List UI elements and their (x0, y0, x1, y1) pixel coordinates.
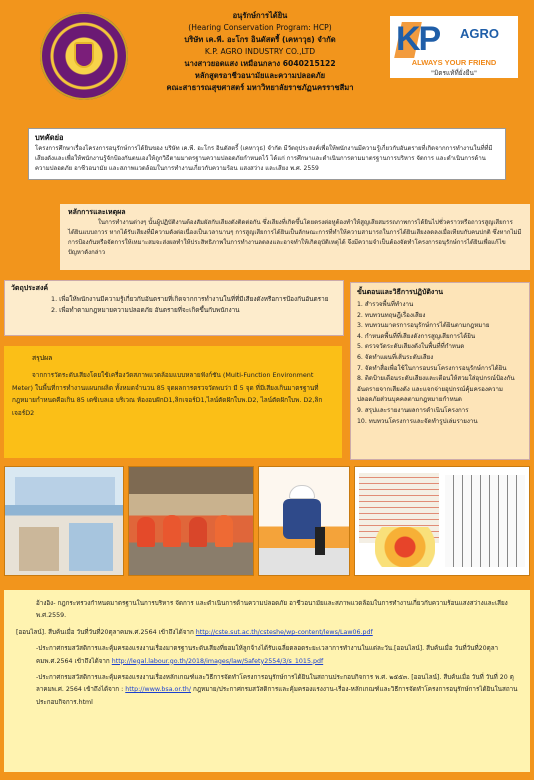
step-item: 7. จัดทำสื่อเพื่อใช้ในการอบรมโครงการอนุรักษ์การได้ยิน (357, 364, 507, 372)
step-item: 5. ตรวจวัดระดับเสียงดังในพื้นที่ที่กำหนด (357, 343, 465, 351)
company-name-th: บริษัท เค.พี. อะโกร อินดัสตรี้ (เคหาวุธ) จำกัด (184, 35, 336, 44)
logo-tagline: ALWAYS YOUR FRIEND (411, 58, 497, 67)
reference-item (16, 672, 518, 709)
logo-sub: AGRO (460, 26, 499, 41)
reference-link[interactable]: http://cste.sut.ac.th/csteshe/wp-content/lews/Law06.pdf (195, 628, 373, 636)
summary-title: สรุปผล (32, 354, 53, 362)
step-item: 1. สำรวจพื้นที่ทำงาน (357, 301, 414, 308)
summary-box (4, 346, 342, 458)
photo-noise-contour-map (354, 466, 530, 576)
program-line: หลักสูตรอาชีวอนามัยและความปลอดภัย (194, 71, 326, 80)
university-seal-icon (40, 12, 128, 100)
principle-body: ในการทำงานต่างๆ นั้นผู้ปฏิบัติงานต้องสัมผัสกับเสียงดังติดต่อกัน ซึ่งเสียงที่เกิดขึ้นโดยตรงต่อหูต้องทำให้สูญเสียสมรรถภาพการได้ยินไปชั่วคราวหรือถาวรสูญเสียการได้ยินแบบถาวร หากได้รับเสียงที่มีความดังต่อเนื่องเป็นเวลานานๆ การสูญเสียการได้ยินเป็นลักษณะการที่ทำให้ความสามารถในการได้ยินเสียงลดลงเมื่อเทียบกับคนปกติ ซึ่งหากไม่มีการป้องกันหรือจัดการให้เหมาะสมจะส่งผลทำให้ประสิทธิภาพในการทำงานลดลงและอาจทำให้เกิดอุบัติเหตุได้ จึงมีความจำเป็นต้องจัดทำโครงการอนุรักษ์การได้ยินเพื่อแก้ไขปัญหาดังกล่าว (68, 219, 522, 256)
steps-title: ขั้นตอนและวิธีการปฏิบัติงาน (357, 288, 444, 296)
step-item: 3. ทบทวนมาตรการอนุรักษ์การได้ยินตามกฎหมาย (357, 322, 490, 330)
reference-text: -ประกาศกรมสวัสดิการและคุ้มครองแรงงานเรื่องหลักเกณฑ์และวิธีการจัดทำโครงการอนุรักษ์การได้ยินในสถานประกอบกิจการ พ.ศ. ๒๕๕๓. [ออนไลน์]. สืบค้นเมื่อ วันที่ วันที่ 20 ตุลาคมพ.ศ. 2564 เข้าถึงได้จาก : (36, 674, 514, 694)
reference-link[interactable]: http://www.bsa.or.th/ (125, 686, 191, 694)
header-block (140, 10, 380, 94)
photo-office-building (4, 466, 124, 576)
step-item: 8. ติดป้ายเตือนระดับเสียงและเตือนให้สวมใส่อุปกรณ์ป้องกันอันตรายจากเสียงดัง และแจกจ่ายอุปกรณ์คุ้มครองความปลอดภัยส่วนบุคคลตามกฎหมายกำหนด (357, 375, 515, 404)
reference-text: [ออนไลน์]. สืบค้นเมื่อ วันที่วันที่20ตุลาคมพ.ศ.2564 เข้าถึงได้จาก (16, 628, 194, 636)
step-item: 6. จัดทำแผนที่เส้นระดับเสียง (357, 353, 434, 361)
photo-noise-meter (258, 466, 350, 576)
logo-thai-tagline: "มิตรแท้ที่ยั่งยืน" (431, 69, 477, 77)
steps-box (350, 282, 530, 460)
reference-intro: อ้างอิง- กฎกระทรวงกำหนดมาตรฐานในการบริหาร จัดการ และดำเนินการด้านความปลอดภัย อาชีวอนามัยและสภาพแวดล้อมในการทำงานเกี่ยวกับความร้อนแสงสว่างและเสียง พ.ศ.2559. (36, 600, 508, 620)
reference-item (16, 627, 518, 639)
objectives-title: วัตถุประสงค์ (11, 284, 49, 292)
principle-box (60, 204, 530, 270)
reference-text: -ประกาศกรมสวัสดิการและคุ้มครองแรงงานเรื่องมาตรฐานระดับเสียงที่ยอมให้ลูกจ้างได้รับเฉลี่ยตลอดระยะเวลาการทำงานในแต่ละวัน.[ออนไลน์]. สืบค้นเมื่อ วันที่วันที่20ตุลาคมพ.ศ.2564 เข้าถึงได้จาก (36, 645, 499, 665)
step-item: 9. สรุปและรายงานผลการดำเนินโครงการ (357, 406, 469, 414)
objective-item: 2. เพื่อทำตามกฎหมายความปลอดภัย อันตรายที่จะเกิดขึ้นกับพนักงาน (51, 306, 240, 314)
reference-link[interactable]: http://legal.labour.go.th/2018/images/law/Safety2554/3/s_1015.pdf (111, 657, 324, 665)
reference-item (16, 643, 518, 668)
header-title: อนุรักษ์การได้ยิน (232, 11, 288, 20)
author-line: นางสาวยอดแสง เหมือนกลาง 6040215122 (184, 59, 336, 68)
photo-workers-training (128, 466, 254, 576)
logo-brand: KP (396, 20, 440, 58)
company-name-en: K.P. AGRO INDUSTRY CO.,LTD (204, 47, 316, 56)
step-item: 4. กำหนดพื้นที่ที่เสียงดังการสูญเสียการได้ยิน (357, 332, 476, 340)
abstract-title: บทคัดย่อ (35, 133, 64, 142)
summary-body: จากการวัดระดับเสียงโดยใช้เครื่องวัดสภาพแวดล้อมแบบหลายฟังก์ชัน (Multi-Function Environment Meter) ในพื้นที่การทำงานแผนกผลิต ทั้งหมดจำนวน 85 จุดผลการตรวจวัดพบว่า มี 5 จุด ที่มีเสียงเกินมาตรฐานที่กฎหมายกำหนดคือเกิน 85 เดซิเบลเอ บริเวณ ห้องอบฝักD1,ลิกเจอร์D1,ไลน์ตัดฝักใบพ.D2, ไลน์ตัดฝักใบพ. D2,ลิกเจอร์D2 (12, 371, 323, 417)
header-subtitle: (Hearing Conservation Program: HCP) (188, 23, 332, 32)
objective-item: 1. เพื่อให้พนักงานมีความรู้เกี่ยวกับอันตรายที่เกิดจากการทำงานในที่ที่มีเสียงดังหรือการป้องกันอันตราย (51, 295, 329, 303)
objectives-box (4, 280, 344, 336)
principle-title: หลักการและเหตุผล (68, 208, 126, 216)
references-box (4, 590, 530, 772)
reference-tail: กฎหมาย/ประกาศกรมสวัสดิการและคุ้มครองแรงงาน-เรื่อง-หลักเกณฑ์และวิธีการจัดทำโครงการอนุรักษ์การได้ยินในสถานประกอบกิจการ.html (36, 686, 518, 706)
step-item: 2. ทบทวนทฤษฎีเรื่องเสียง (357, 311, 426, 319)
abstract-body: โครงการศึกษาเรื่องโครงการอนุรักษ์การได้ยินของ บริษัท เค.พี. อะโกร อินดัสตรี้ (เคหาวุธ) จำกัด มีวัตถุประสงค์เพื่อให้พนักงานมีความรู้เกี่ยวกับอันตรายที่เกิดจากการทำงานในที่ที่มีเสียงดังและเพื่อให้พนักงานรู้จักป้องกันตนเองให้ถูกวิธีตามมาตรฐานความปลอดภัยกำหนดไว้ ได้แก่ การศึกษาและดำเนินการตามมาตรฐานการบริหาร จัดการ และดำเนินการด้านความปลอดภัย อาชีวอนามัย และสภาพแวดล้อมในการทำงานเกี่ยวกับความร้อน แสงสว่าง และเสียง พ.ศ. 2559 (35, 145, 493, 172)
kp-agro-logo (390, 16, 518, 78)
abstract-box (28, 128, 506, 180)
step-item: 10. ทบทวนโครงการและจัดทำรูปเล่มรายงาน (357, 417, 478, 425)
faculty-line: คณะสาธารณสุขศาสตร์ มหาวิทยาลัยราชภัฏนครราชสีมา (166, 83, 354, 92)
